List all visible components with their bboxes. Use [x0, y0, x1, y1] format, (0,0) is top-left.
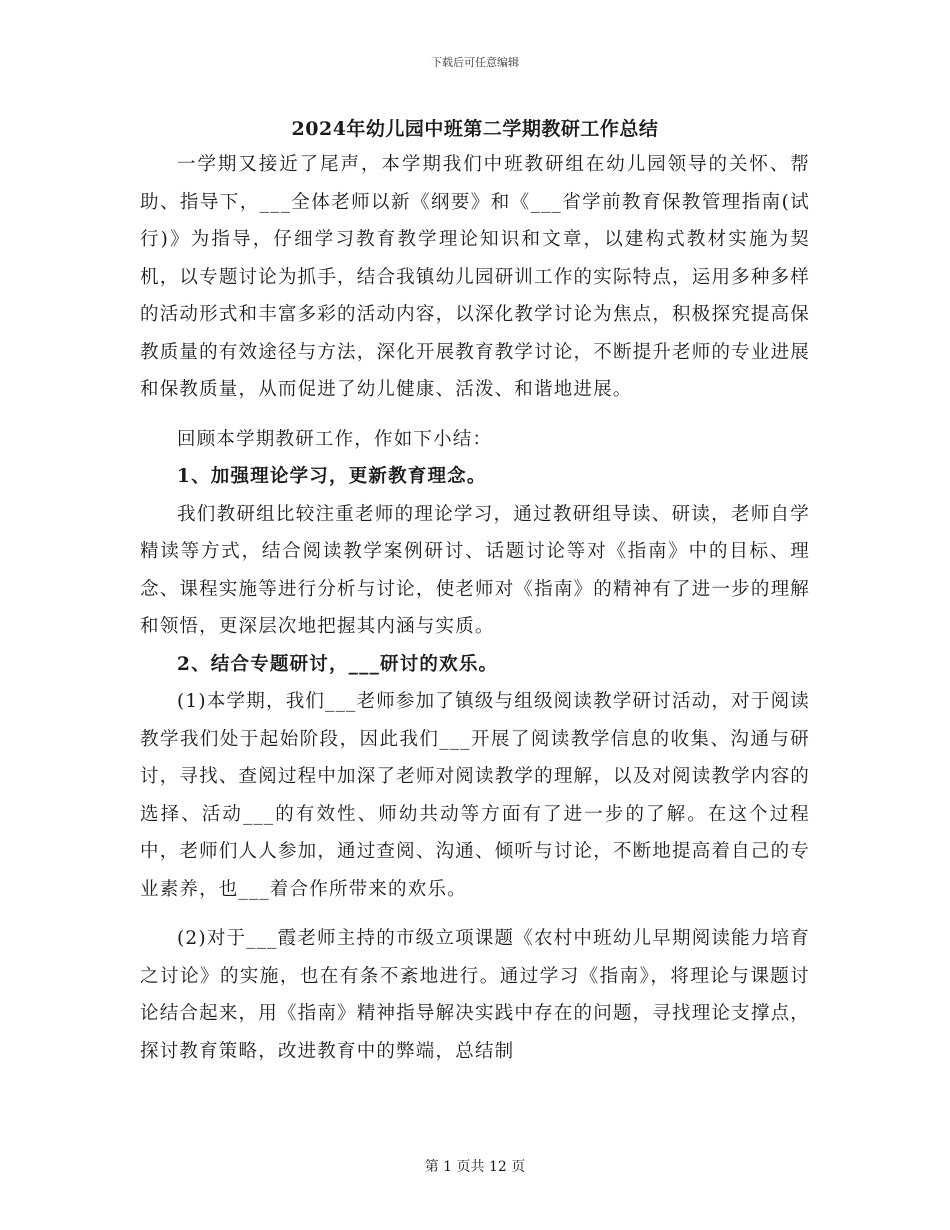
- page-number: 第 1 页共 12 页: [424, 1159, 526, 1175]
- header-note: 下载后可任意编辑: [431, 56, 519, 69]
- paragraph-intro: 一学期又接近了尾声，本学期我们中班教研组在幼儿园领导的关怀、帮助、指导下，___全体老师以新《纲要》和《___省学前教育保教管理指南(试行)》为指导，仔细学习教育教学理论知识和文章，以建构式教材实施为契机，以专题讨论为抓手，结合我镇幼儿园研训工作的实际特点，运用多种多样的活动形式和丰富多彩的活动内容，以深化教学讨论为焦点，积极探究提高保教质量的有效途径与方法，深化开展教育教学讨论，不断提升老师的专业进展和保教质量，从而促进了幼儿健康、活泼、和谐地进展。: [140, 154, 810, 400]
- paragraph-item-1: (1)本学期，我们___老师参加了镇级与组级阅读教学研讨活动，对于阅读教学我们处于起始阶段，因此我们___开展了阅读教学信息的收集、沟通与研讨，寻找、查阅过程中加深了老师对阅读教学的理解，以及对阅读教学内容的选择、活动___的有效性、师幼共动等方面有了进一步的了解。在这个过程中，老师们人人参加，通过查阅、沟通、倾听与讨论，不断地提高着自己的专业素养，也___着合作所带来的欢乐。: [140, 691, 810, 900]
- document-title: 2024年幼儿园中班第二学期教研工作总结: [291, 118, 659, 140]
- paragraph-summary-lead: 回顾本学期教研工作，作如下小结：: [177, 428, 493, 450]
- section-heading-1: 1、加强理论学习，更新教育理念。: [177, 466, 487, 487]
- document-body: [140, 146, 810, 1070]
- paragraph-theory-study: 我们教研组比较注重老师的理论学习，通过教研组导读、研读，老师自学精读等方式，结合阅读教学案例研讨、话题讨论等对《指南》中的目标、理念、课程实施等进行分析与讨论，使老师对《指南》的精神有了进一步的理解和领悟，更深层次地把握其内涵与实质。: [140, 503, 810, 637]
- paragraph-item-2: (2)对于___霞老师主持的市级立项课题《农村中班幼儿早期阅读能力培育之讨论》的实施，也在有条不紊地进行。通过学习《指南》，将理论与课题讨论结合起来，用《指南》精神指导解决实践中存在的问题，寻找理论支撑点，探讨教育策略，改进教育中的弊端，总结制: [140, 928, 810, 1062]
- section-heading-2: 2、结合专题研讨，___研讨的欢乐。: [177, 653, 499, 675]
